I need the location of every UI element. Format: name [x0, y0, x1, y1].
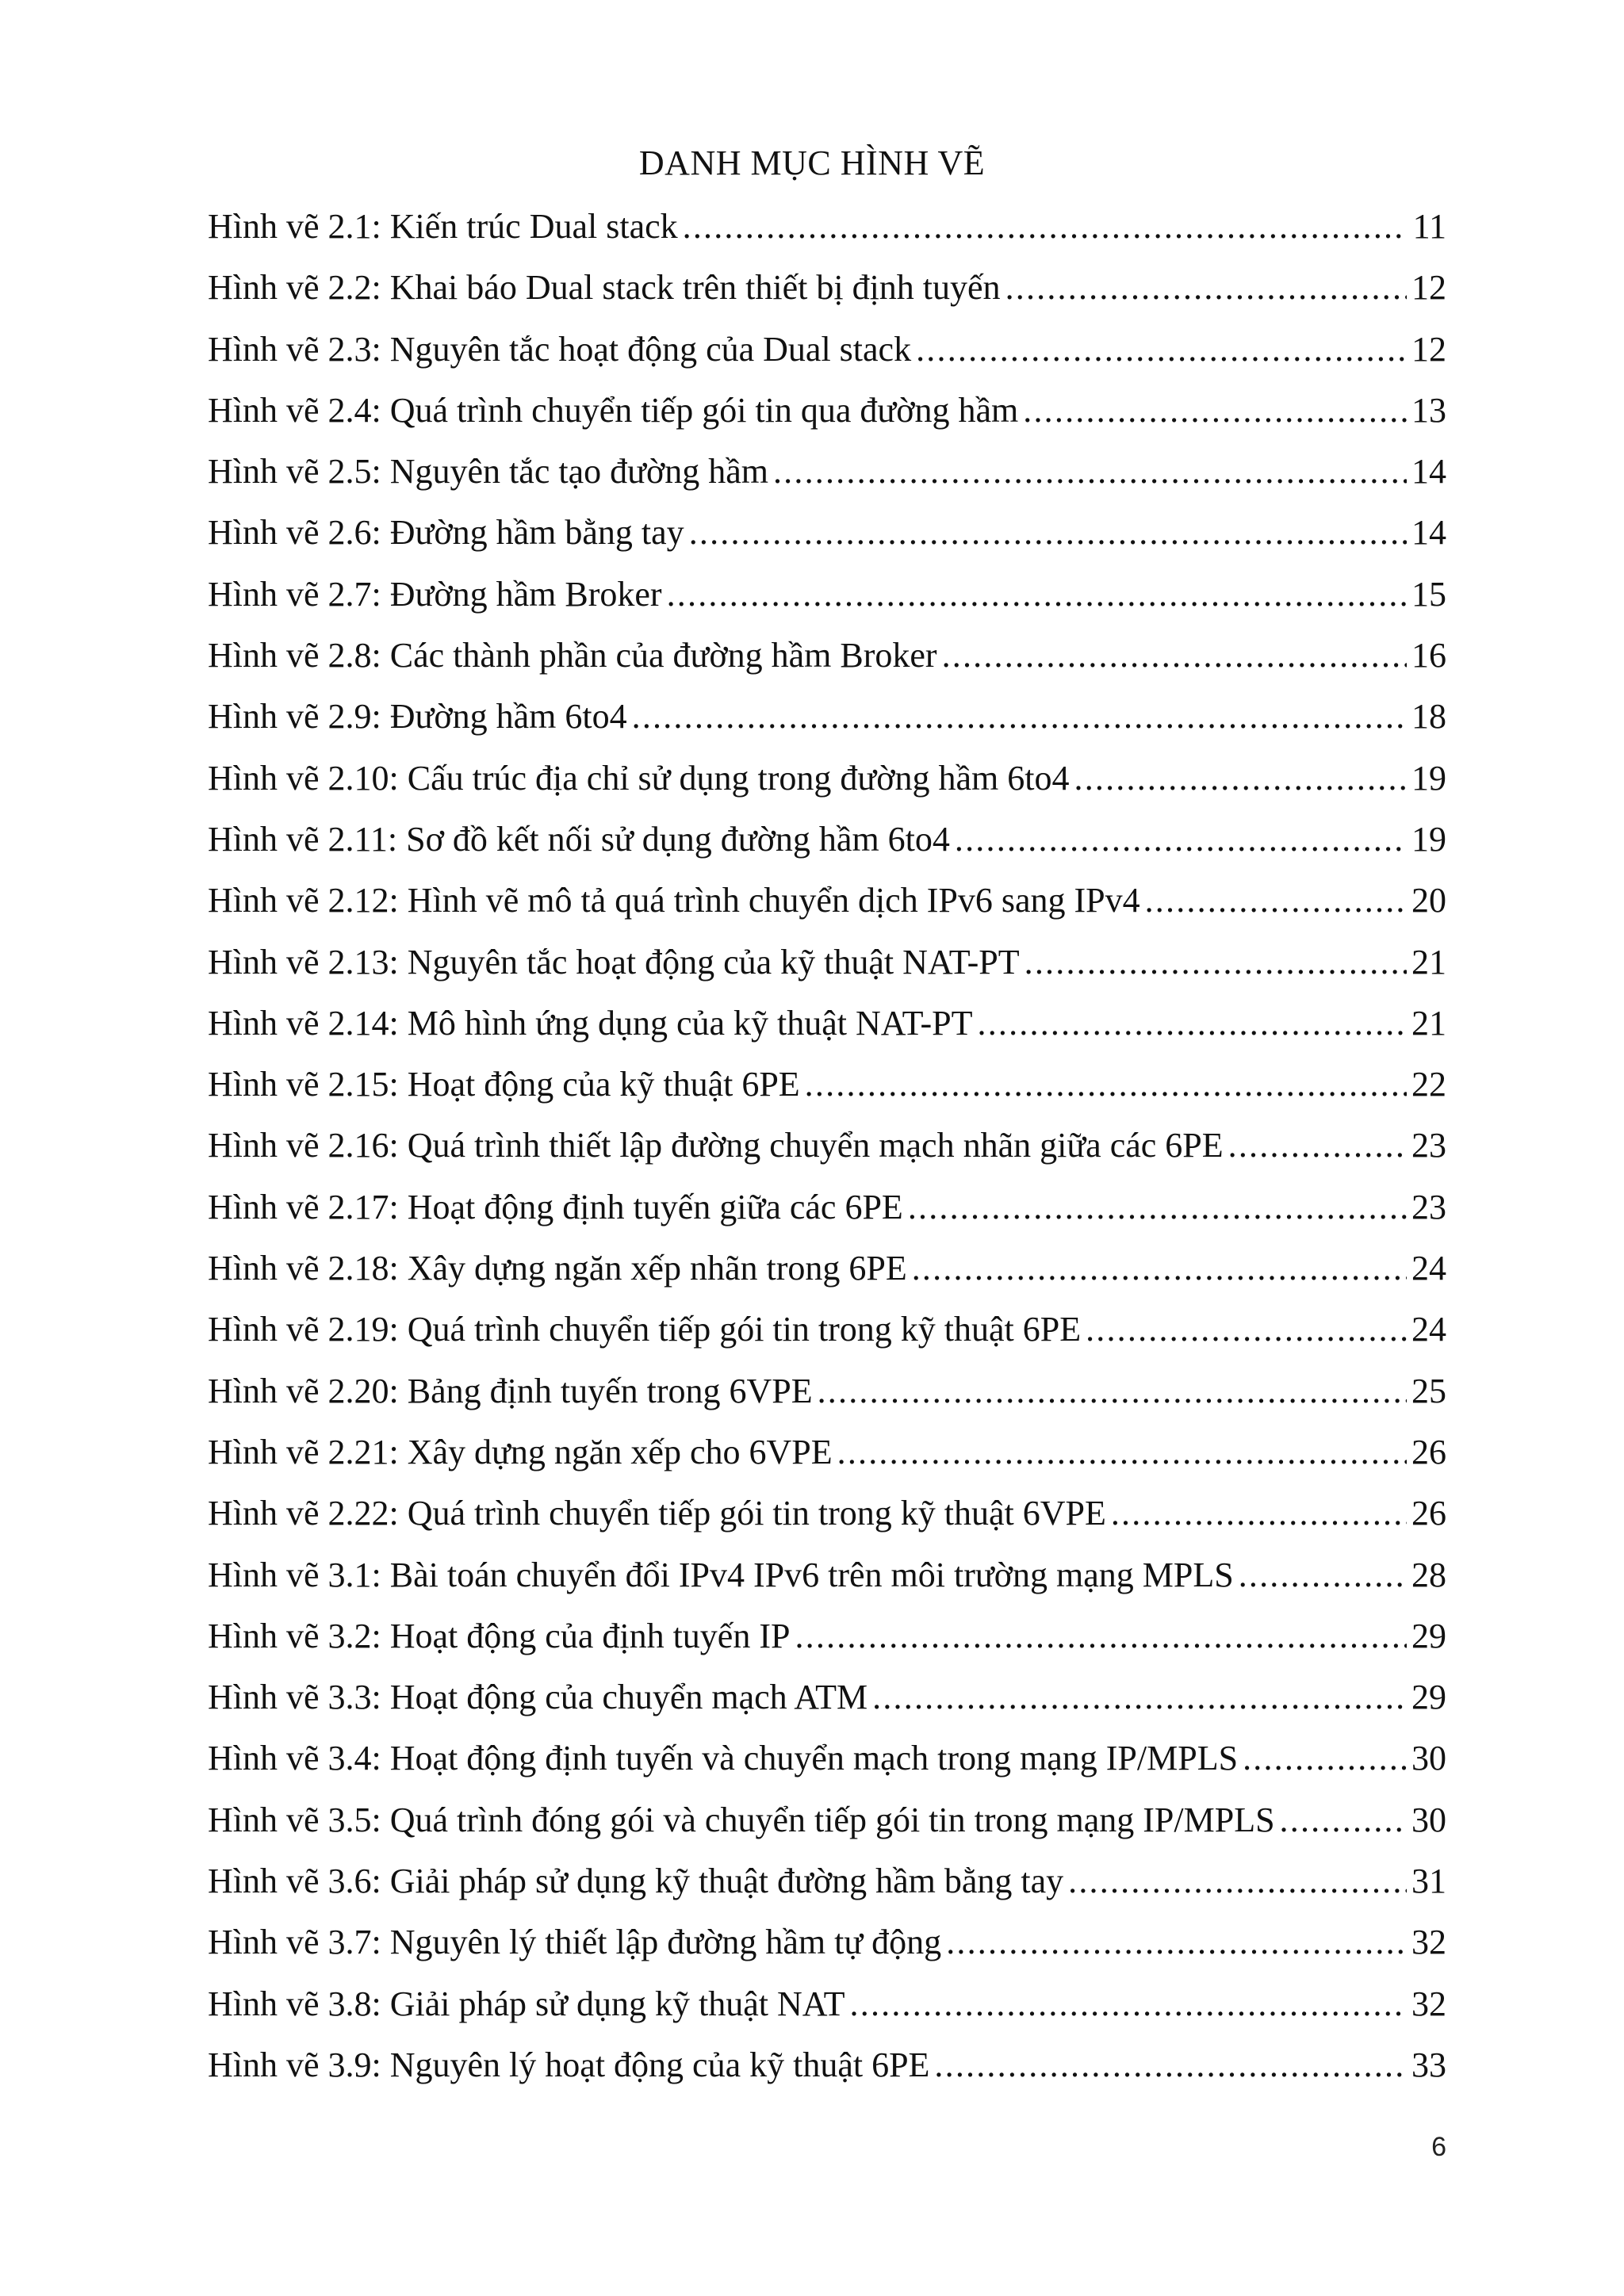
toc-entry-label: Hình vẽ 3.1: Bài toán chuyển đổi IPv4 IPv6 trên môi trường mạng MPLS	[208, 1555, 1234, 1594]
toc-entry	[208, 939, 1446, 1000]
toc-entry-label: Hình vẽ 2.14: Mô hình ứng dụng của kỹ thuật NAT-PT	[208, 1003, 973, 1043]
toc-entry-page: 20	[1411, 881, 1446, 920]
toc-entry	[208, 1858, 1446, 1919]
toc-entry-page: 29	[1411, 1678, 1446, 1717]
toc-entry	[208, 1797, 1446, 1858]
toc-entry-label: Hình vẽ 3.5: Quá trình đóng gói và chuyển tiếp gói tin trong mạng IP/MPLS	[208, 1800, 1275, 1839]
toc-entry-page: 33	[1411, 2045, 1446, 2084]
toc-entry-label: Hình vẽ 2.9: Đường hầm 6to4	[208, 697, 627, 737]
toc-entry	[208, 264, 1446, 325]
toc-entry	[208, 1490, 1446, 1551]
toc-entry	[208, 1184, 1446, 1245]
page-number: 6	[1431, 2132, 1446, 2162]
toc-entry-page: 19	[1411, 819, 1446, 859]
dot-leader	[850, 1980, 1407, 2028]
dot-leader	[773, 448, 1407, 496]
toc-entry	[208, 509, 1446, 570]
toc-entry-page: 13	[1411, 390, 1446, 430]
toc-entry-label: Hình vẽ 2.2: Khai báo Dual stack trên thiết bị định tuyến	[208, 268, 1001, 308]
toc-entry-label: Hình vẽ 2.15: Hoạt động của kỹ thuật 6PE	[208, 1065, 800, 1104]
toc-entry-label: Hình vẽ 2.4: Quá trình chuyển tiếp gói tin qua đường hầm	[208, 390, 1019, 430]
toc-entry	[208, 1674, 1446, 1735]
toc-entry-label: Hình vẽ 2.22: Quá trình chuyển tiếp gói tin trong kỹ thuật 6VPE	[208, 1494, 1106, 1533]
toc-entry	[208, 632, 1446, 693]
toc-entry-label: Hình vẽ 2.13: Nguyên tắc hoạt động của kỹ thuật NAT-PT	[208, 942, 1020, 982]
dot-leader	[912, 1245, 1407, 1292]
toc-entry-page: 30	[1411, 1800, 1446, 1839]
dot-leader	[818, 1368, 1407, 1415]
toc-entry-label: Hình vẽ 2.11: Sơ đồ kết nối sử dụng đường hầm 6to4	[208, 819, 950, 859]
dot-leader	[1086, 1306, 1407, 1353]
dot-leader	[667, 571, 1407, 618]
dot-leader	[908, 1184, 1407, 1231]
toc-entry-label: Hình vẽ 3.8: Giải pháp sử dụng kỹ thuật NAT	[208, 1984, 845, 2023]
toc-entry	[208, 1368, 1446, 1429]
toc-entry	[208, 755, 1446, 816]
toc-entry	[208, 1245, 1446, 1306]
page-title: DANH MỤC HÌNH VẼ	[638, 144, 986, 182]
toc-entry-label: Hình vẽ 2.18: Xây dựng ngăn xếp nhãn trong 6PE	[208, 1249, 907, 1288]
dot-leader	[1005, 264, 1407, 312]
toc-entry	[208, 1980, 1446, 2042]
dot-leader	[1145, 877, 1407, 924]
toc-entry	[208, 1306, 1446, 1367]
dot-leader	[1111, 1490, 1407, 1537]
toc-entry-label: Hình vẽ 2.16: Quá trình thiết lập đường chuyển mạch nhãn giữa các 6PE	[208, 1126, 1224, 1165]
toc-entry-label: Hình vẽ 2.5: Nguyên tắc tạo đường hầm	[208, 452, 768, 492]
toc-entry-page: 30	[1411, 1739, 1446, 1778]
toc-entry	[208, 1429, 1446, 1490]
dot-leader	[1068, 1858, 1407, 1905]
toc-entry-page: 32	[1411, 1923, 1446, 1962]
dot-leader	[1228, 1122, 1407, 1169]
toc-entry	[208, 1919, 1446, 1980]
dot-leader	[1239, 1552, 1407, 1599]
toc-entry-label: Hình vẽ 3.2: Hoạt động của định tuyến IP	[208, 1616, 791, 1655]
toc-entry-page: 24	[1411, 1310, 1446, 1349]
toc-entry	[208, 326, 1446, 387]
dot-leader	[946, 1919, 1407, 1966]
dot-leader	[1074, 755, 1408, 802]
toc-entry	[208, 1613, 1446, 1674]
toc-entry	[208, 1061, 1446, 1122]
toc-entry	[208, 877, 1446, 938]
dot-leader	[683, 203, 1407, 251]
toc-entry-page: 29	[1411, 1616, 1446, 1655]
dot-leader	[1280, 1797, 1407, 1844]
dot-leader	[1023, 387, 1407, 434]
toc-entry-label: Hình vẽ 2.3: Nguyên tắc hoạt động của Dual stack	[208, 329, 912, 369]
dot-leader	[1243, 1735, 1407, 1782]
toc-entry-label: Hình vẽ 2.6: Đường hầm bằng tay	[208, 513, 684, 553]
toc-entry	[208, 1000, 1446, 1061]
toc-entry-label: Hình vẽ 3.7: Nguyên lý thiết lập đường hầm tự động	[208, 1923, 942, 1962]
toc-entry	[208, 1735, 1446, 1796]
toc-entry-page: 26	[1411, 1494, 1446, 1533]
dot-leader	[837, 1429, 1407, 1476]
toc-entry-page: 15	[1411, 574, 1446, 614]
toc-entry	[208, 2042, 1446, 2103]
toc-entry-page: 23	[1411, 1187, 1446, 1226]
dot-leader	[795, 1613, 1407, 1660]
toc-entry-page: 12	[1411, 329, 1446, 369]
dot-leader	[942, 632, 1407, 679]
dot-leader	[934, 2042, 1407, 2089]
toc-entry-label: Hình vẽ 3.3: Hoạt động của chuyển mạch ATM	[208, 1678, 868, 1717]
dot-leader	[689, 509, 1407, 557]
toc-entry-page: 21	[1411, 942, 1446, 982]
toc-entry-page: 25	[1411, 1371, 1446, 1410]
toc-entry-page: 12	[1411, 268, 1446, 308]
dot-leader	[955, 816, 1407, 863]
toc-entry	[208, 816, 1446, 877]
toc-entry-page: 32	[1411, 1984, 1446, 2023]
toc-entry-page: 16	[1411, 636, 1446, 675]
toc-entry-page: 11	[1412, 207, 1446, 246]
toc-entry-label: Hình vẽ 2.1: Kiến trúc Dual stack	[208, 207, 678, 246]
toc-entry-page: 14	[1411, 513, 1446, 553]
toc-entry-label: Hình vẽ 2.7: Đường hầm Broker	[208, 574, 662, 614]
toc-entry	[208, 1122, 1446, 1183]
toc-entry-label: Hình vẽ 2.12: Hình vẽ mô tả quá trình chuyển dịch IPv6 sang IPv4	[208, 881, 1140, 920]
toc-entry-page: 24	[1411, 1249, 1446, 1288]
toc-entry-page: 28	[1411, 1555, 1446, 1594]
toc-entry-page: 21	[1411, 1003, 1446, 1043]
toc-entry-label: Hình vẽ 3.4: Hoạt động định tuyến và chuyển mạch trong mạng IP/MPLS	[208, 1739, 1239, 1778]
dot-leader	[632, 693, 1407, 740]
toc-entry-label: Hình vẽ 2.8: Các thành phần của đường hầm Broker	[208, 636, 937, 675]
dot-leader	[916, 326, 1407, 373]
toc-entry-page: 19	[1411, 758, 1446, 798]
toc-entry-page: 22	[1411, 1065, 1446, 1104]
dot-leader	[1025, 939, 1407, 986]
toc-entry-page: 31	[1411, 1862, 1446, 1901]
toc-entry-label: Hình vẽ 2.19: Quá trình chuyển tiếp gói tin trong kỹ thuật 6PE	[208, 1310, 1082, 1349]
toc-entry-page: 26	[1411, 1432, 1446, 1471]
toc-entry-label: Hình vẽ 2.21: Xây dựng ngăn xếp cho 6VPE	[208, 1432, 833, 1471]
toc-entry	[208, 571, 1446, 632]
toc-entry-label: Hình vẽ 3.9: Nguyên lý hoạt động của kỹ thuật 6PE	[208, 2045, 930, 2084]
toc-entry	[208, 693, 1446, 754]
dot-leader	[805, 1061, 1407, 1108]
toc-entry	[208, 203, 1446, 264]
toc-entry-page: 14	[1411, 452, 1446, 492]
toc-entry-page: 18	[1411, 697, 1446, 737]
toc-entry-label: Hình vẽ 3.6: Giải pháp sử dụng kỹ thuật đường hầm bằng tay	[208, 1862, 1064, 1901]
toc-entry	[208, 387, 1446, 448]
toc-entry-label: Hình vẽ 2.10: Cấu trúc địa chỉ sử dụng trong đường hầm 6to4	[208, 758, 1070, 798]
toc-entry-label: Hình vẽ 2.17: Hoạt động định tuyến giữa các 6PE	[208, 1187, 903, 1226]
figure-list	[208, 203, 1446, 2103]
toc-entry	[208, 448, 1446, 509]
dot-leader	[872, 1674, 1407, 1721]
toc-entry-label: Hình vẽ 2.20: Bảng định tuyến trong 6VPE	[208, 1371, 813, 1410]
dot-leader	[978, 1000, 1408, 1047]
toc-entry-page: 23	[1411, 1126, 1446, 1165]
toc-entry	[208, 1552, 1446, 1613]
